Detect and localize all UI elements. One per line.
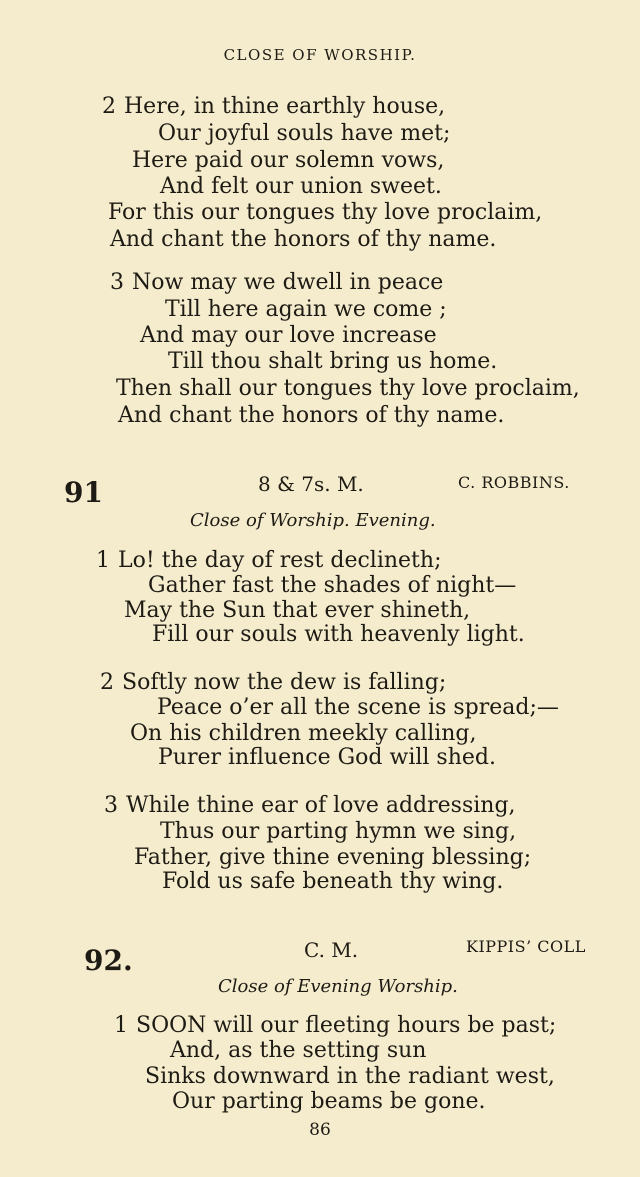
stanza-line: Till thou shalt bring us home. <box>168 349 498 374</box>
stanza-line: Sinks downward in the radiant west, <box>145 1064 555 1089</box>
hymn-meter: 8 & 7s. M. <box>258 472 364 496</box>
stanza-line: And chant the honors of thy name. <box>110 227 497 252</box>
stanza-line: Our joyful souls have met; <box>158 121 451 146</box>
stanza-line: Our parting beams be gone. <box>172 1089 486 1114</box>
stanza-line: Peace o’er all the scene is spread;— <box>157 695 559 720</box>
stanza-line: On his children meekly calling, <box>130 721 477 746</box>
hymn-meter: C. M. <box>304 938 359 962</box>
stanza-line: Till here again we come ; <box>165 297 447 322</box>
stanza-line: And, as the setting sun <box>170 1038 427 1063</box>
stanza-number: 1 <box>96 548 110 573</box>
stanza-line: And may our love increase <box>140 323 437 348</box>
stanza-line: Then shall our tongues thy love proclaim, <box>116 376 580 401</box>
stanza-line: 1 SOON will our fleeting hours be past; <box>114 1013 557 1038</box>
running-header: CLOSE OF WORSHIP. <box>223 46 417 64</box>
stanza-line: Fill our souls with heavenly light. <box>152 622 525 647</box>
stanza-line: May the Sun that ever shineth, <box>124 598 471 623</box>
hymn-number: 92. <box>84 944 133 977</box>
stanza-line: 1 Lo! the day of rest declineth; <box>96 548 442 573</box>
stanza-number: 3 <box>104 793 118 818</box>
hymn-author: C. ROBBINS. <box>458 473 570 492</box>
stanza-line: Here paid our solemn vows, <box>132 148 445 173</box>
stanza-line: Fold us safe beneath thy wing. <box>162 869 504 894</box>
stanza-number: 2 <box>100 670 114 695</box>
stanza-number: 3 <box>110 270 124 295</box>
stanza-line: For this our tongues thy love proclaim, <box>108 200 543 225</box>
stanza-line: Father, give thine evening blessing; <box>134 845 532 870</box>
stanza-line: 2 Here, in thine earthly house, <box>102 94 446 119</box>
hymn-subtitle: Close of Worship. Evening. <box>190 510 436 531</box>
stanza-line: Thus our parting hymn we sing, <box>160 819 517 844</box>
hymn-subtitle: Close of Evening Worship. <box>218 976 458 997</box>
stanza-line: Gather fast the shades of night— <box>148 573 517 598</box>
stanza-line: 2 Softly now the dew is falling; <box>100 670 447 695</box>
stanza-line: Purer influence God will shed. <box>158 745 496 770</box>
stanza-number: 2 <box>102 94 116 119</box>
hymn-number: 91 <box>64 476 103 509</box>
stanza-number: 1 <box>114 1013 128 1038</box>
page-number: 86 <box>309 1120 331 1140</box>
stanza-line: And felt our union sweet. <box>160 174 442 199</box>
hymn-author: KIPPIS’ COLL <box>466 937 586 956</box>
stanza-line: 3 Now may we dwell in peace <box>110 270 444 295</box>
stanza-line: And chant the honors of thy name. <box>118 403 505 428</box>
stanza-line: 3 While thine ear of love addressing, <box>104 793 516 818</box>
